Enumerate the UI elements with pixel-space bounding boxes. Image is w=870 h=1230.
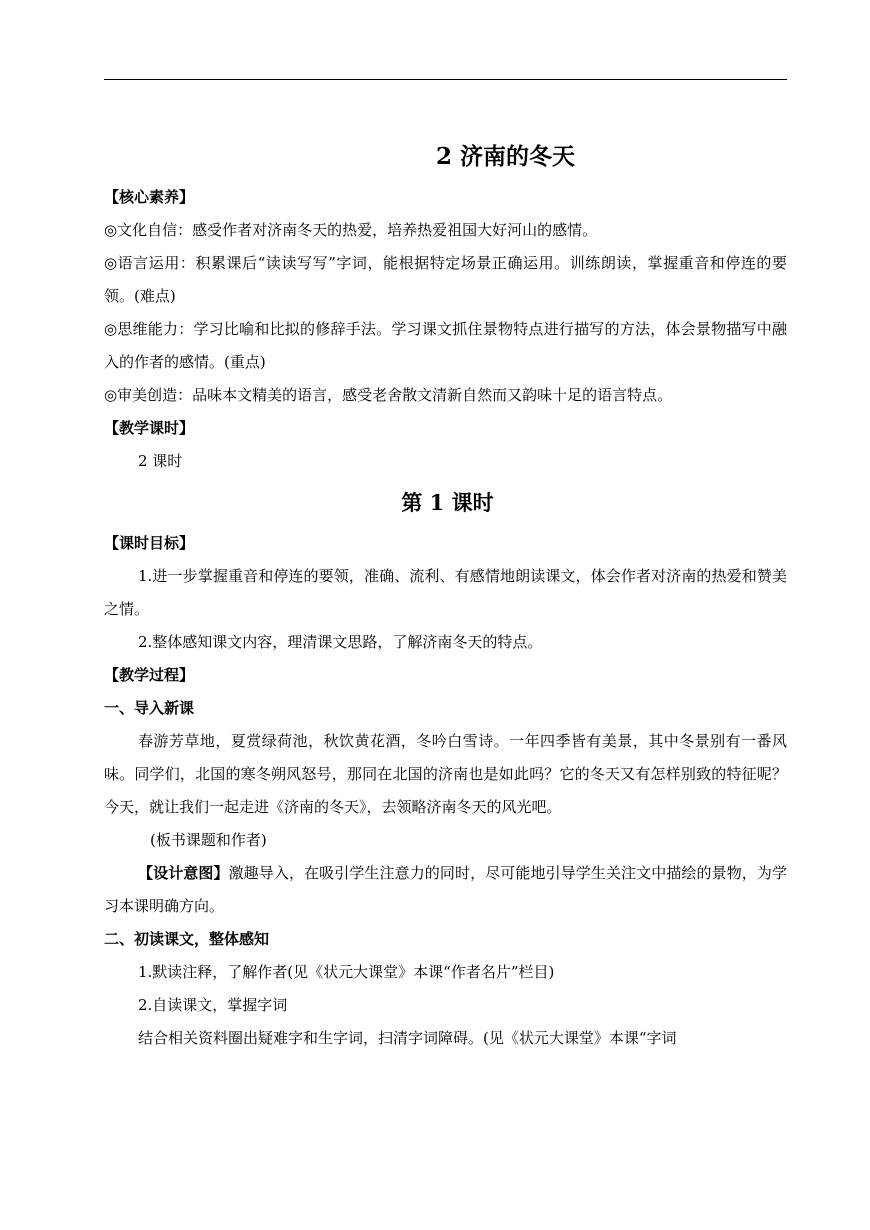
process-heading: 【教学过程】	[104, 666, 195, 684]
part1-text: 春游芳草地，夏赏绿荷池，秋饮黄花酒，冬吟白雪诗。一年四季皆有美景，其中冬景别有一番风味。同学们，北国的寒冬朔风怒号，那同在北国的济南也是如此吗？它的冬天又有怎样别致的特征呢？今天，就让我们一起走进《济南的冬天》，去领略济南冬天的风光吧。	[104, 732, 787, 816]
teaching-hours-heading: 【教学课时】	[104, 419, 195, 437]
part2-heading: 二、初读课文，整体感知	[104, 930, 270, 948]
core-item-thinking: ◎思维能力：学习比喻和比拟的修辞手法。学习课文抓住景物特点进行描写的方法，体会景物描写中融入的作者的感情。(重点)	[104, 320, 787, 371]
part1-heading: 一、导入新课	[104, 699, 195, 717]
teaching-hours-value: 2 课时	[138, 452, 183, 470]
header-rule	[104, 79, 787, 80]
period-goals-heading: 【课时目标】	[104, 534, 195, 552]
core-item-language: ◎语言运用：积累课后“读读写写”字词，能根据特定场景正确运用。训练朗读，掌握重音和停连的要领。(难点)	[104, 254, 787, 305]
part1-board-note: (板书课题和作者)	[150, 831, 267, 849]
period-title: 第 1 课时	[401, 490, 494, 515]
design-intent	[104, 857, 787, 923]
lesson-title: 2 济南的冬天	[435, 143, 575, 170]
design-intent-label: 【设计意图】	[138, 864, 229, 882]
part2-item-1: 1.默读注释，了解作者(见《状元大课堂》本课“作者名片”栏目)	[138, 963, 555, 981]
design-intent-text: 激趣导入，在吸引学生注意力的同时，尽可能地引导学生关注文中描绘的景物，为学习本课明确方向。	[104, 864, 787, 915]
part2-item-2: 2.自读课文，掌握字词	[138, 996, 288, 1014]
core-item-culture: ◎文化自信：感受作者对济南冬天的热爱，培养热爱祖国大好河山的感情。	[104, 221, 598, 239]
period-goal-2: 2.整体感知课文内容，理清课文思路，了解济南冬天的特点。	[138, 633, 543, 651]
document-body	[104, 133, 787, 1055]
part2-item-3: 结合相关资料圈出疑难字和生字词，扫清字词障碍。(见《状元大课堂》本课“字词	[138, 1029, 677, 1047]
core-item-aesthetic: ◎审美创造：品味本文精美的语言，感受老舍散文清新自然而又韵味十足的语言特点。	[104, 386, 673, 404]
period-goal-1: 1.进一步掌握重音和停连的要领，准确、流利、有感情地朗读课文，体会作者对济南的热爱和赞美之情。	[104, 567, 787, 618]
core-literacy-heading: 【核心素养】	[104, 188, 195, 206]
